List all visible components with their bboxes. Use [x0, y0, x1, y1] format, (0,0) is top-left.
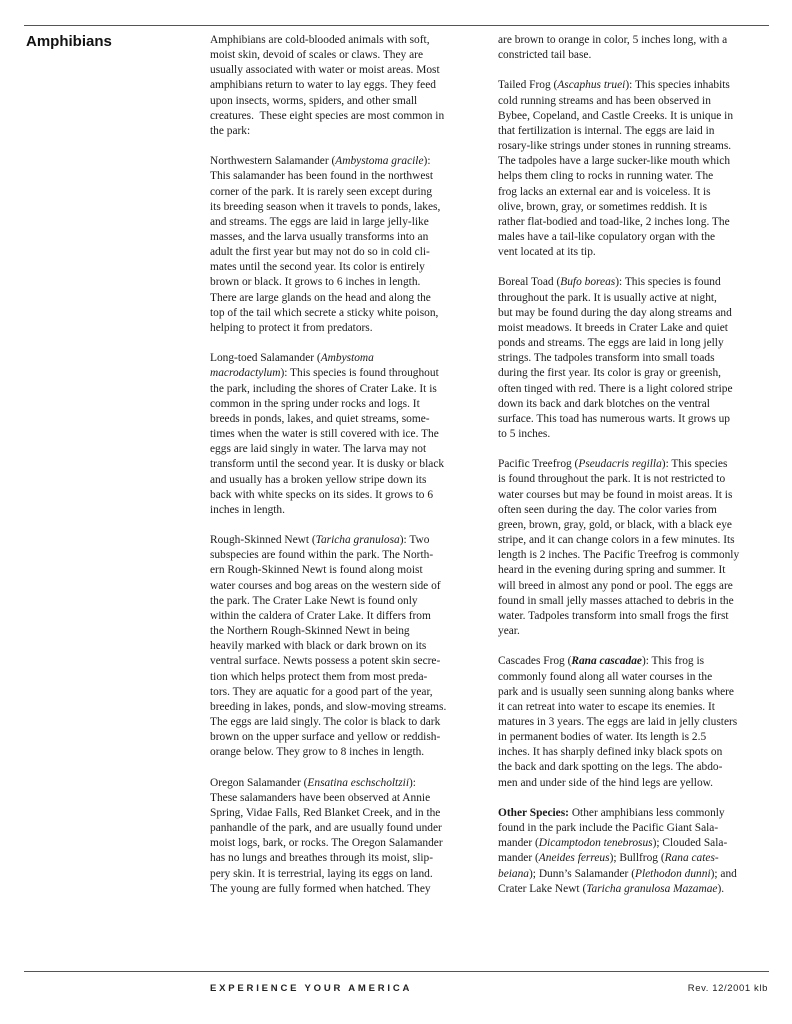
text-line: matures in 3 years. The eggs are laid in jelly clusters: [498, 715, 738, 728]
text-line: breeding in lakes, ponds, and slow-moving streams.: [210, 700, 447, 713]
text-line: the park:: [210, 124, 251, 137]
text-line: its breeding season when it travels to ponds, lakes,: [210, 200, 441, 213]
text-line: moist meadows. It breeds in Crater Lake and quiet: [498, 321, 728, 334]
text-line: rather flat-bodied and toad-like, 2 inches long. The: [498, 215, 730, 228]
text-line: length is 2 inches. The Pacific Treefrog is commonly: [498, 549, 740, 562]
text-line: rosary-like strings under stones in running streams.: [498, 140, 732, 153]
top-rule: [24, 25, 769, 26]
text-line: The eggs are laid singly. The color is black to dark: [210, 715, 441, 728]
paragraph-gap: [498, 791, 770, 806]
text-line: vent located at its tip.: [498, 246, 596, 259]
text-line: breeds in ponds, lakes, and quiet streams, some-: [210, 412, 430, 425]
text-line: males have a tail-like copulatory organ with the: [498, 231, 716, 244]
text-line: tion which helps protect them from most preda-: [210, 670, 428, 683]
text-line: the park, including the shores of Crater Lake. It is: [210, 382, 437, 395]
paragraph-gap: [498, 260, 770, 275]
text-line: will breed in almost any pond or pool. The eggs are: [498, 579, 733, 592]
text-line: panhandle of the park, and are usually found under: [210, 822, 442, 835]
text-line: creatures. These eight species are most common in: [210, 109, 445, 122]
text-line: moist skin, devoid of scales or claws. They are: [210, 49, 423, 62]
paragraph-gap: [498, 442, 770, 457]
text-line: park and is usually seen sunning along banks where: [498, 685, 734, 698]
text-line: Northwestern Salamander (Ambystoma gracile):: [210, 155, 431, 168]
text-line: inches. It has sharply defined inky black spots on: [498, 746, 723, 759]
text-line: year.: [498, 625, 520, 638]
text-line: Cascades Frog (Rana cascadae): This frog is: [498, 655, 705, 668]
text-line: and streams. The eggs are laid in large jelly-like: [210, 215, 429, 228]
text-line: frog lacks an external ear and is voiceless. It is: [498, 185, 711, 198]
text-line: inches in length.: [210, 503, 285, 516]
text-line: during the first year. Its color is gray or greenish,: [498, 367, 722, 380]
text-line: the back and dark spotting on the legs. The abdo-: [498, 761, 723, 774]
text-line: often seen during the day. The color varies from: [498, 503, 717, 516]
text-line: is found throughout the park. It is not restricted to: [498, 473, 726, 486]
text-line: water courses but may be found in moist areas. It is: [498, 488, 733, 501]
text-line: The tadpoles have a large sucker-like mouth which: [498, 155, 731, 168]
text-line: ponds and streams. The eggs are laid in long jelly: [498, 337, 724, 350]
text-line: in permanent bodies of water. Its length is 2.5: [498, 731, 707, 744]
text-line: Other Species: Other amphibians less commonly: [498, 806, 725, 819]
text-line: Boreal Toad (Bufo boreas): This species is found: [498, 276, 721, 289]
text-line: eggs are laid singly in water. The larva may not: [210, 443, 427, 456]
text-line: pery skin. It is terrestrial, laying its eggs on land.: [210, 867, 433, 880]
text-line: has no lungs and breathes through its moist, slip-: [210, 852, 434, 865]
text-line: helps them cling to rocks in running water. The: [498, 170, 714, 183]
text-line: Bybee, Copeland, and Castle Creeks. It is unique in: [498, 109, 734, 122]
text-line: down its back and dark blotches on the ventral: [498, 397, 710, 410]
text-line: often tinged with red. There is a light colored stripe: [498, 382, 733, 395]
text-line: Spring, Vidae Falls, Red Blanket Creek, and in the: [210, 806, 441, 819]
text-line: macrodactylum): This species is found throughout: [210, 367, 439, 380]
text-line: ern Rough-Skinned Newt is found along moist: [210, 564, 423, 577]
text-line: Amphibians are cold-blooded animals with soft,: [210, 34, 430, 46]
text-line: brown or black. It grows to 6 inches in length.: [210, 276, 421, 289]
text-line: water courses and bog areas on the western side of: [210, 579, 441, 592]
text-line: Rough-Skinned Newt (Taricha granulosa): Two: [210, 534, 430, 547]
paragraph-gap: [498, 63, 770, 78]
text-line: These salamanders have been observed at Annie: [210, 791, 431, 804]
text-line: the park. The Crater Lake Newt is found only: [210, 594, 418, 607]
paragraph-gap: [210, 518, 482, 533]
text-line: to 5 inches.: [498, 428, 551, 441]
text-line: water. Tadpoles transform into small frogs the first: [498, 609, 729, 622]
paragraph-gap: [210, 760, 482, 775]
text-line: common in the spring under rocks and logs. It: [210, 397, 420, 410]
paragraph-gap: [210, 336, 482, 351]
text-line: olive, brown, gray, or sometimes reddish. It is: [498, 200, 708, 213]
text-line: ventral surface. Newts possess a potent skin secre-: [210, 655, 441, 668]
text-line: orange below. They grow to 8 inches in length.: [210, 746, 425, 759]
text-line: moist logs, bark, or rocks. The Oregon Salamander: [210, 837, 443, 850]
text-line: cold running streams and has been observed in: [498, 94, 711, 107]
text-line: amphibians return to water to lay eggs. They feed: [210, 79, 436, 92]
text-line: throughout the park. It is usually active at night,: [498, 291, 717, 304]
text-line: found in small jelly masses attached to debris in the: [498, 594, 734, 607]
text-line: Crater Lake Newt (Taricha granulosa Mazamae).: [498, 882, 725, 895]
text-line: This salamander has been found in the northwest: [210, 170, 434, 183]
text-line: found in the park include the Pacific Giant Sala-: [498, 822, 719, 835]
text-line: within the caldera of Crater Lake. It differs from: [210, 609, 431, 622]
footer-slogan: EXPERIENCE YOUR AMERICA: [210, 983, 413, 994]
text-line: adult the first year but may not do so in cold cli-: [210, 246, 430, 259]
left-column: [210, 33, 482, 897]
text-line: The young are fully formed when hatched. They: [210, 882, 431, 895]
text-line: top of the tail which secrete a sticky white poison,: [210, 306, 439, 319]
text-line: subspecies are found within the park. The North-: [210, 549, 434, 562]
section-title: Amphibians: [26, 33, 112, 50]
text-line: brown on the upper surface and yellow or reddish-: [210, 731, 441, 744]
text-line: helping to protect it from predators.: [210, 321, 373, 334]
text-line: strings. The tadpoles transform into small toads: [498, 352, 715, 365]
text-line: but may be found during the day along streams and: [498, 306, 732, 319]
text-line: men and under side of the hind legs are yellow.: [498, 776, 713, 789]
bottom-rule: [24, 971, 769, 972]
text-line: heard in the evening during spring and summer. It: [498, 564, 726, 577]
footer-revision: Rev. 12/2001 klb: [687, 983, 768, 994]
text-line: and usually has a broken yellow stripe down its: [210, 473, 427, 486]
text-line: it can retreat into water to escape its enemies. It: [498, 700, 715, 713]
text-line: times when the water is still covered with ice. The: [210, 428, 439, 441]
text-line: transform until the second year. It is dusky or black: [210, 458, 445, 471]
text-line: commonly found along all water courses in the: [498, 670, 713, 683]
text-line: Pacific Treefrog (Pseudacris regilla): This species: [498, 458, 728, 471]
text-line: tors. They are aquatic for a good part of the year,: [210, 685, 433, 698]
text-line: corner of the park. It is rarely seen except during: [210, 185, 433, 198]
text-line: usually associated with water or moist areas. Most: [210, 64, 440, 77]
text-line: back with white specks on its sides. It grows to 6: [210, 488, 434, 501]
text-line: are brown to orange in color, 5 inches long, with a: [498, 34, 728, 46]
text-line: mander (Aneides ferreus); Bullfrog (Rana cates-: [498, 852, 719, 865]
text-line: stripe, and it can change colors in a few minutes. Its: [498, 534, 735, 547]
text-line: upon insects, worms, spiders, and other small: [210, 94, 418, 107]
text-line: Long-toed Salamander (Ambystoma: [210, 352, 374, 365]
text-line: mates until the second year. Its color is entirely: [210, 261, 425, 274]
text-line: There are large glands on the head and along the: [210, 291, 431, 304]
text-line: that fertilization is internal. The eggs are laid in: [498, 124, 715, 137]
text-line: mander (Dicamptodon tenebrosus); Clouded Sala-: [498, 837, 728, 850]
paragraph-gap: [498, 639, 770, 654]
right-column: [498, 33, 770, 897]
text-line: green, brown, gray, gold, or black, with a black eye: [498, 518, 732, 531]
text-line: Oregon Salamander (Ensatina eschscholtzii):: [210, 776, 416, 789]
text-line: surface. This toad has numerous warts. It grows up: [498, 412, 730, 425]
text-line: masses, and the larva usually transforms into an: [210, 231, 429, 244]
text-line: beiana); Dunn’s Salamander (Plethodon dunni); and: [498, 867, 737, 880]
text-line: the Northern Rough-Skinned Newt in being: [210, 625, 410, 638]
paragraph-gap: [210, 139, 482, 154]
text-line: Tailed Frog (Ascaphus truei): This species inhabits: [498, 79, 730, 92]
text-line: heavily marked with black or dark brown on its: [210, 640, 427, 653]
text-line: constricted tail base.: [498, 49, 592, 62]
